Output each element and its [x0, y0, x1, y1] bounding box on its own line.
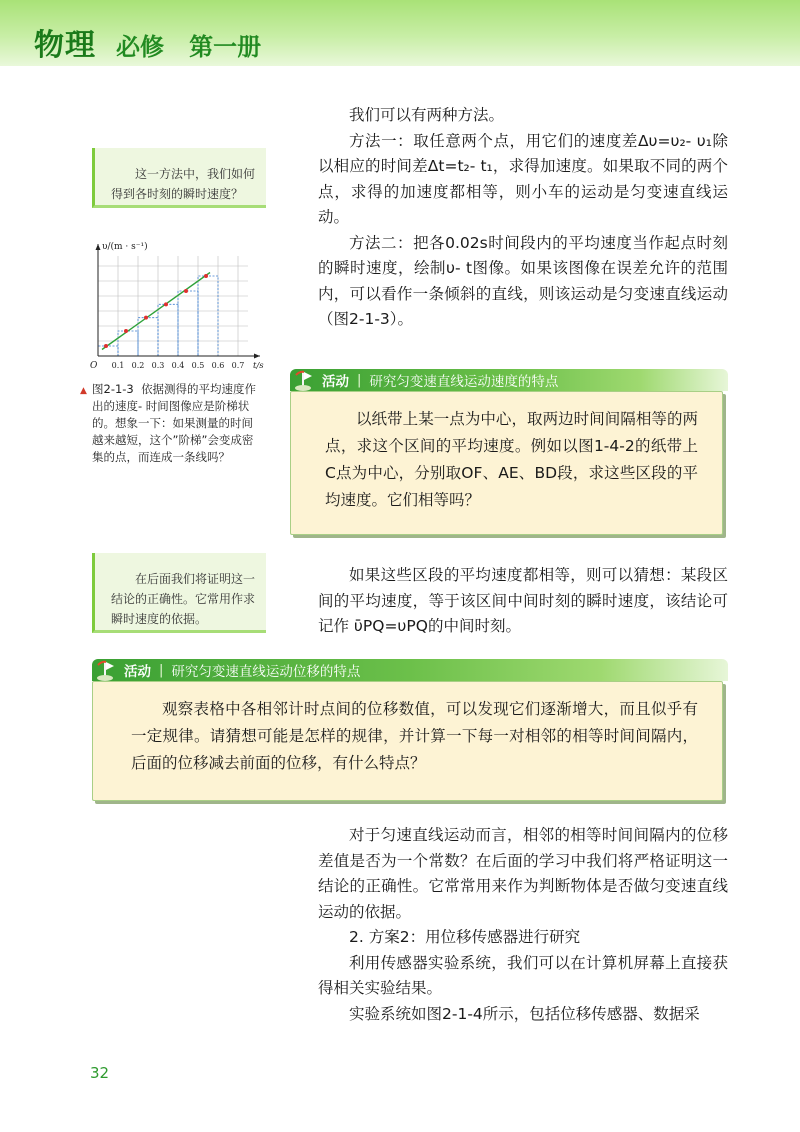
body-paragraph-6: 2. 方案2：用位移传感器进行研究	[349, 928, 581, 946]
step-bar	[118, 331, 138, 356]
header-title	[34, 20, 262, 63]
body-paragraph-7: 利用传感器实验系统，我们可以在计算机屏幕上直接获得相关实验结果。	[318, 953, 728, 997]
activity-1-label: 活动	[322, 374, 349, 390]
body-section-3	[318, 823, 728, 1027]
x-axis-arrow	[254, 354, 260, 359]
header-subject: 物理	[34, 28, 96, 63]
activity-1-text: 以纸带上某一点为中心，取两边时间间隔相等的两点，求这个区间的平均速度。例如以图1-4-2的纸带上C点为中心，分别取OF、AE、BD段，求这些区段的平均速度。它们相等吗？	[325, 410, 698, 509]
activity-1-separator: |	[357, 372, 362, 388]
activity-1-header	[290, 369, 728, 391]
figure-caption-text: 依据测得的平均速度作出的速度- 时间图像应是阶梯状的。想象一下：如果测量的时间越来越短，这个”阶梯”会变成密集的点，而连成一条线吗？	[92, 382, 257, 464]
body-paragraph-3: 方法二：把各0.02s时间段内的平均速度当作起点时刻的瞬时速度，绘制υ- t图像。如果该图像在误差允许的范围内，可以看作一条倾斜的直线，则该运动是匀变速直线运动（图2-1-3）。	[318, 233, 728, 328]
side-note-1-text: 这一方法中，我们如何得到各时刻的瞬时速度？	[111, 167, 256, 201]
y-axis-label: υ/(m · s⁻¹)	[102, 242, 148, 252]
velocity-time-chart	[86, 236, 266, 376]
activity-2-header	[92, 659, 728, 681]
body-paragraph-1: 我们可以有两种方法。	[349, 106, 505, 124]
x-axis-label: t/s	[253, 361, 264, 371]
x-tick-label: 0.7	[231, 361, 245, 370]
x-tick-label: 0.1	[111, 361, 125, 370]
activity-2-label: 活动	[124, 664, 151, 680]
body-paragraph-8: 实验系统如图2-1-4所示，包括位移传感器、数据采	[349, 1004, 700, 1023]
flag-icon	[290, 369, 316, 391]
data-point	[164, 302, 168, 306]
figure-caption-label: 图2-1-3	[92, 382, 134, 396]
side-note-2-text: 在后面我们将证明这一结论的正确性。它常用作求瞬时速度的依据。	[111, 572, 256, 626]
x-tick-label: 0.4	[171, 361, 185, 370]
x-tick-label: 0.2	[131, 361, 145, 370]
figure-caption	[80, 381, 262, 466]
activity-1-title: 研究匀变速直线运动速度的特点	[369, 374, 559, 390]
page-number: 32	[90, 1064, 110, 1082]
page-header	[0, 0, 800, 66]
data-point	[104, 344, 108, 348]
data-point	[184, 289, 188, 293]
body-section-1	[318, 103, 728, 333]
activity-2-separator: |	[159, 662, 164, 678]
step-bar	[98, 346, 118, 356]
body-paragraph-4: 如果这些区段的平均速度都相等，则可以猜想：某段区间的平均速度，等于该区间中间时刻的瞬时速度，该结论可记作 ῡPQ=υPQ的中间时刻。	[318, 566, 728, 635]
step-bar	[178, 291, 198, 356]
activity-2-box	[92, 681, 723, 801]
activity-2	[92, 659, 728, 805]
step-bar	[158, 304, 178, 356]
body-paragraph-2: 方法一：取任意两个点，用它们的速度差Δυ=υ₂- υ₁除以相应的时间差Δt=t₂- t₁，求得加速度。如果取不同的两个点，求得的加速度都相等，则小车的运动是匀变速直线运动。	[318, 131, 728, 226]
origin-label: O	[90, 361, 98, 371]
y-axis-arrow	[96, 244, 101, 250]
x-tick-label: 0.3	[151, 361, 165, 370]
data-point	[204, 274, 208, 278]
step-bar	[198, 276, 218, 356]
x-tick-label: 0.6	[211, 361, 225, 370]
step-bar	[138, 318, 158, 356]
data-point	[144, 316, 148, 320]
data-point	[124, 329, 128, 333]
x-tick-label: 0.5	[191, 361, 205, 370]
body-paragraph-5: 对于匀速直线运动而言，相邻的相等时间间隔内的位移差值是否为一个常数？在后面的学习中我们将严格证明这一结论的正确性。它常常用来作为判断物体是否做匀变速直线运动的依据。	[318, 826, 728, 921]
activity-2-text: 观察表格中各相邻计时点间的位移数值，可以发现它们逐渐增大，而且似乎有一定规律。请猜想可能是怎样的规律，并计算一下每一对相邻的相等时间间隔内，后面的位移减去前面的位移，有什么特点？	[131, 700, 698, 772]
side-note-1	[92, 148, 266, 208]
activity-1-box	[290, 391, 723, 535]
activity-1	[290, 369, 728, 539]
side-note-2	[92, 553, 266, 633]
flag-icon	[92, 659, 118, 681]
body-section-2	[318, 563, 728, 640]
activity-2-title: 研究匀变速直线运动位移的特点	[171, 664, 361, 680]
header-subtitle: 必修 第一册	[116, 33, 262, 61]
caption-triangle-icon: ▲	[80, 386, 87, 396]
